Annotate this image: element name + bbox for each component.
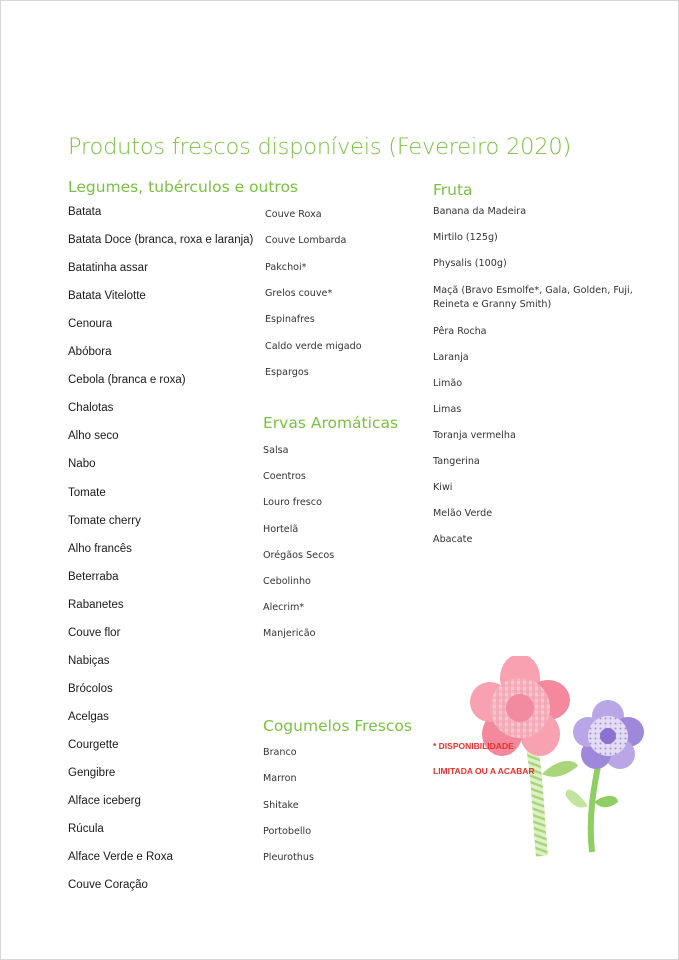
couves-item: Espinafres (265, 314, 315, 325)
availability-note-line1: * DISPONIBILIDADE (433, 741, 514, 751)
legumes-item: Abóbora (68, 346, 112, 358)
fruta-item: Laranja (433, 352, 469, 363)
couves-item: Grelos couve* (265, 288, 333, 299)
legumes-item: Rabanetes (68, 599, 124, 611)
fruta-item: Limas (433, 404, 462, 415)
fruta-item: Abacate (433, 534, 473, 545)
ervas-item: Alecrim* (263, 602, 305, 613)
ervas-item: Louro fresco (263, 497, 322, 508)
legumes-item: Tomate (68, 487, 106, 499)
page-title: Produtos frescos disponíveis (Fevereiro 2020) (68, 134, 572, 160)
couves-item: Caldo verde migado (265, 341, 362, 352)
couves-item: Couve Roxa (265, 209, 322, 220)
couves-item: Couve Lombarda (265, 235, 347, 246)
couves-item: Pakchoi* (265, 262, 307, 273)
legumes-item: Alho francês (68, 543, 132, 555)
fruta-item: Physalis (100g) (433, 258, 507, 269)
fruta-item: Banana da Madeira (433, 206, 527, 217)
legumes-item: Batata Vitelotte (68, 290, 146, 302)
ervas-item: Hortelã (263, 524, 299, 535)
fruta-item: Mirtilo (125g) (433, 232, 498, 243)
legumes-item: Gengibre (68, 767, 116, 779)
ervas-item: Orégãos Secos (263, 550, 335, 561)
ervas-heading: Ervas Aromáticas (263, 414, 399, 432)
cogumelos-item: Pleurothus (263, 852, 314, 863)
legumes-heading: Legumes, tubérculos e outros (68, 178, 299, 196)
legumes-item: Batatinha assar (68, 262, 148, 274)
legumes-item: Alface Verde e Roxa (68, 851, 173, 863)
fruta-item: Melão Verde (433, 508, 493, 519)
fruta-item: Toranja vermelha (433, 430, 516, 441)
ervas-item: Manjericão (263, 628, 316, 639)
flowers-illustration (468, 656, 650, 862)
ervas-item: Coentros (263, 471, 306, 482)
availability-note-line2: LIMITADA OU A ACABAR (433, 766, 535, 776)
legumes-item: Alface iceberg (68, 795, 141, 807)
fruta-item: Limão (433, 378, 463, 389)
legumes-item: Cenoura (68, 318, 113, 330)
legumes-item: Rúcula (68, 823, 104, 835)
legumes-item: Brócolos (68, 683, 113, 695)
legumes-item: Cebola (branca e roxa) (68, 374, 186, 386)
fruta-item: Tangerina (433, 456, 480, 467)
legumes-item: Beterraba (68, 571, 119, 583)
fruta-item: Maçã (Bravo Esmolfe*, Gala, Golden, Fuji, Reineta e Granny Smith) (433, 285, 633, 310)
cogumelos-item: Marron (263, 773, 297, 784)
fruta-heading: Fruta (433, 181, 473, 199)
legumes-item: Couve Coração (68, 879, 148, 891)
fruta-item: Pêra Rocha (433, 326, 487, 337)
legumes-item: Couve flor (68, 627, 121, 639)
legumes-item: Tomate cherry (68, 515, 141, 527)
legumes-item: Alho seco (68, 430, 119, 442)
legumes-item: Nabo (68, 458, 96, 470)
fruta-item: Kiwi (433, 482, 453, 493)
legumes-item: Chalotas (68, 402, 114, 414)
cogumelos-item: Branco (263, 747, 297, 758)
cogumelos-item: Shitake (263, 800, 299, 811)
legumes-item: Batata (68, 206, 102, 218)
cogumelos-heading: Cogumelos Frescos (263, 717, 412, 735)
cogumelos-item: Portobello (263, 826, 312, 837)
ervas-item: Salsa (263, 445, 289, 456)
couves-item: Espargos (265, 367, 309, 378)
legumes-item: Batata Doce (branca, roxa e laranja) (68, 234, 254, 246)
legumes-item: Courgette (68, 739, 119, 751)
legumes-item: Acelgas (68, 711, 109, 723)
ervas-item: Cebolinho (263, 576, 311, 587)
legumes-item: Nabiças (68, 655, 110, 667)
